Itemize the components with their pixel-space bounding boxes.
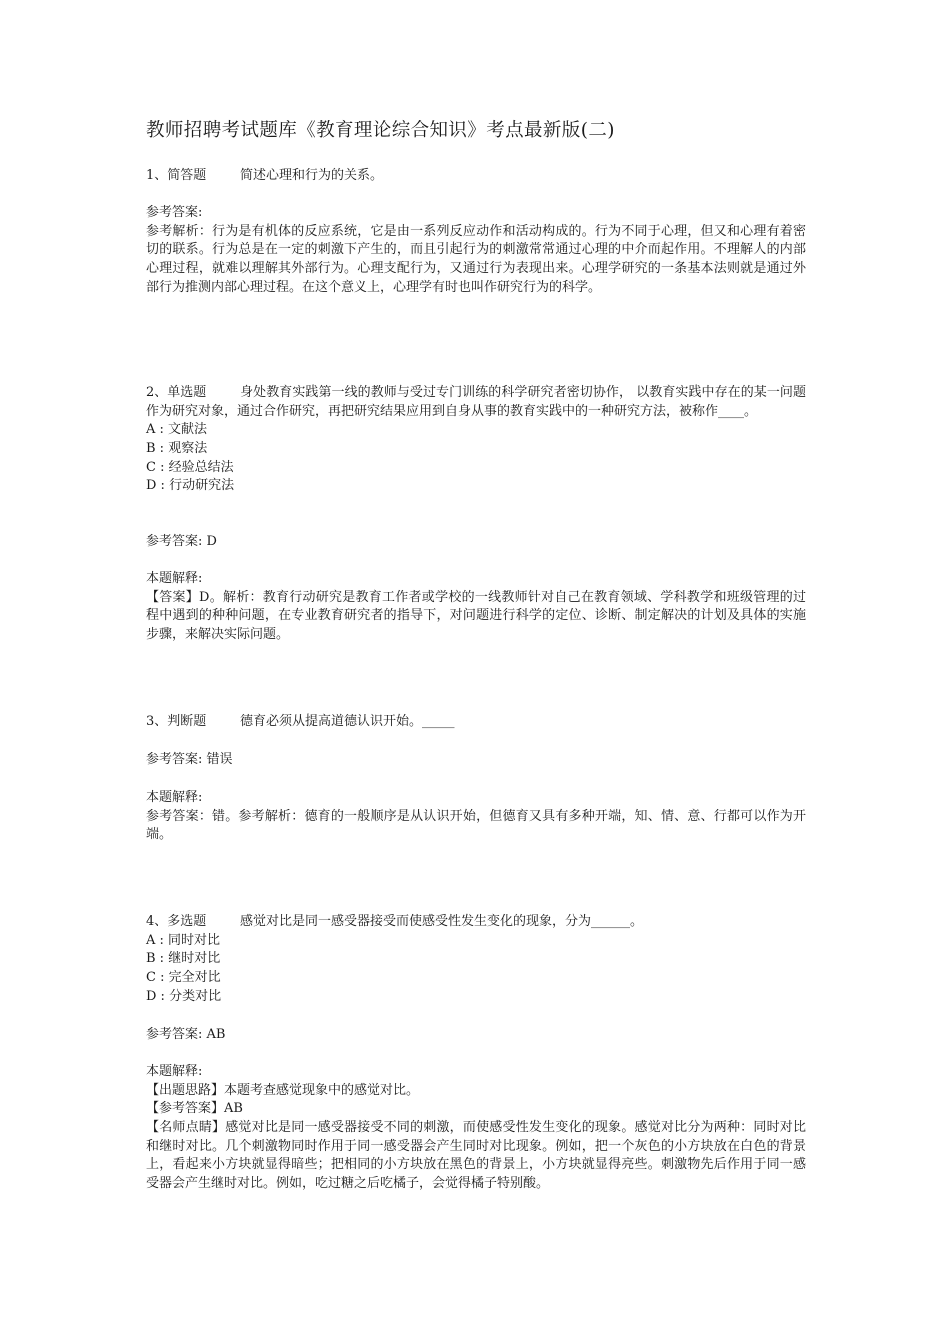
question-1-answer [146, 204, 806, 298]
option-b: B : 继时对比 [146, 951, 221, 967]
option-a: A : 同时对比 [146, 932, 221, 948]
question-2-explanation [146, 570, 806, 645]
option-b: B : 观察法 [146, 441, 208, 457]
answer-text: 参考答案: D [146, 534, 217, 549]
question-number-type: 4、多选题 [146, 914, 207, 929]
explanation-line-1: 【出题思路】本题考查感觉现象中的感觉对比。 [146, 1082, 420, 1098]
option-a: A : 文献法 [146, 422, 208, 438]
question-3 [146, 713, 806, 732]
explanation-text: 参考解析：行为是有机体的反应系统，它是由一系列反应动作和活动构成的。行为不同于心理，但又和心理有着密切的联系。行为总是在一定的刺激下产生的，而且引起行为的刺激常常通过心理的中介而起作用。不理解人的内部心理过程，就难以理解其外部行为。心理支配行为，又通过行为表现出来。心理学研究的一条基本法则就是通过外部行为推测内部心理过程。在这个意义上，心理学有时也叫作研究行为的科学。 [146, 223, 806, 295]
question-4-explanation [146, 1063, 806, 1194]
explanation-text: 【名师点睛】感觉对比是同一感受器接受不同的刺激，而使感受性发生变化的现象。感觉对比分为两种：同时对比和继时对比。几个刺激物同时作用于同一感受器会产生同时对比现象。例如，把一个灰色的小方块放在白色的背景上，看起来小方块就显得暗些；把相同的小方块放在黑色的背景上，小方块就显得亮些。刺激物先后作用于同一感受器会产生继时对比。例如，吃过糖之后吃橘子，会觉得橘子特别酸。 [146, 1120, 806, 1192]
question-4-answer [146, 1026, 806, 1045]
answer-text: 参考答案: AB [146, 1027, 226, 1042]
option-d: D : 行动研究法 [146, 478, 235, 494]
explanation-line-2: 【参考答案】AB [146, 1101, 243, 1117]
explanation-label: 本题解释: [146, 571, 203, 586]
question-3-explanation [146, 789, 806, 845]
question-header [146, 913, 806, 932]
page-title: 教师招聘考试题库《教育理论综合知识》考点最新版(二) [146, 120, 615, 141]
question-2-answer [146, 533, 806, 552]
question-4 [146, 913, 806, 1006]
option-c: C : 完全对比 [146, 970, 221, 986]
question-stem: 德育必须从提高道德认识开始。_____ [240, 714, 455, 729]
explanation-label: 本题解释: [146, 790, 203, 805]
explanation-label: 本题解释: [146, 1064, 203, 1079]
option-d: D : 分类对比 [146, 988, 222, 1004]
question-1 [146, 167, 806, 186]
question-number-type: 1、简答题 [146, 168, 207, 183]
question-stem-block [146, 384, 806, 421]
question-3-answer [146, 751, 806, 770]
question-stem: 感觉对比是同一感受器接受而使感受性发生变化的现象，分为______。 [240, 914, 644, 929]
question-header [146, 167, 806, 186]
question-number-type: 2、单选题 [146, 385, 207, 400]
question-stem: 身处教育实践第一线的教师与受过专门训练的科学研究者密切协作， 以教育实践中存在的某一问题作为研究对象，通过合作研究，再把研究结果应用到自身从事的教育实践中的一种研究方法，被称作____。 [146, 385, 806, 419]
answer-label: 参考答案: [146, 205, 203, 220]
question-2 [146, 384, 806, 496]
question-stem: 简述心理和行为的关系。 [240, 168, 384, 183]
option-c: C : 经验总结法 [146, 459, 234, 475]
question-number-type: 3、判断题 [146, 714, 207, 729]
answer-text: 参考答案: 错误 [146, 752, 233, 767]
question-header [146, 713, 806, 732]
explanation-text: 参考答案：错。参考解析：德育的一般顺序是从认识开始，但德育又具有多种开端，知、情、意、行都可以作为开端。 [146, 808, 806, 843]
explanation-text: 【答案】D。解析：教育行动研究是教育工作者或学校的一线教师针对自己在教育领域、学科教学和班级管理的过程中遇到的种种问题，在专业教育研究者的指导下，对问题进行科学的定位、诊断、制定解决的计划及具体的实施步骤，来解决实际问题。 [146, 589, 806, 643]
